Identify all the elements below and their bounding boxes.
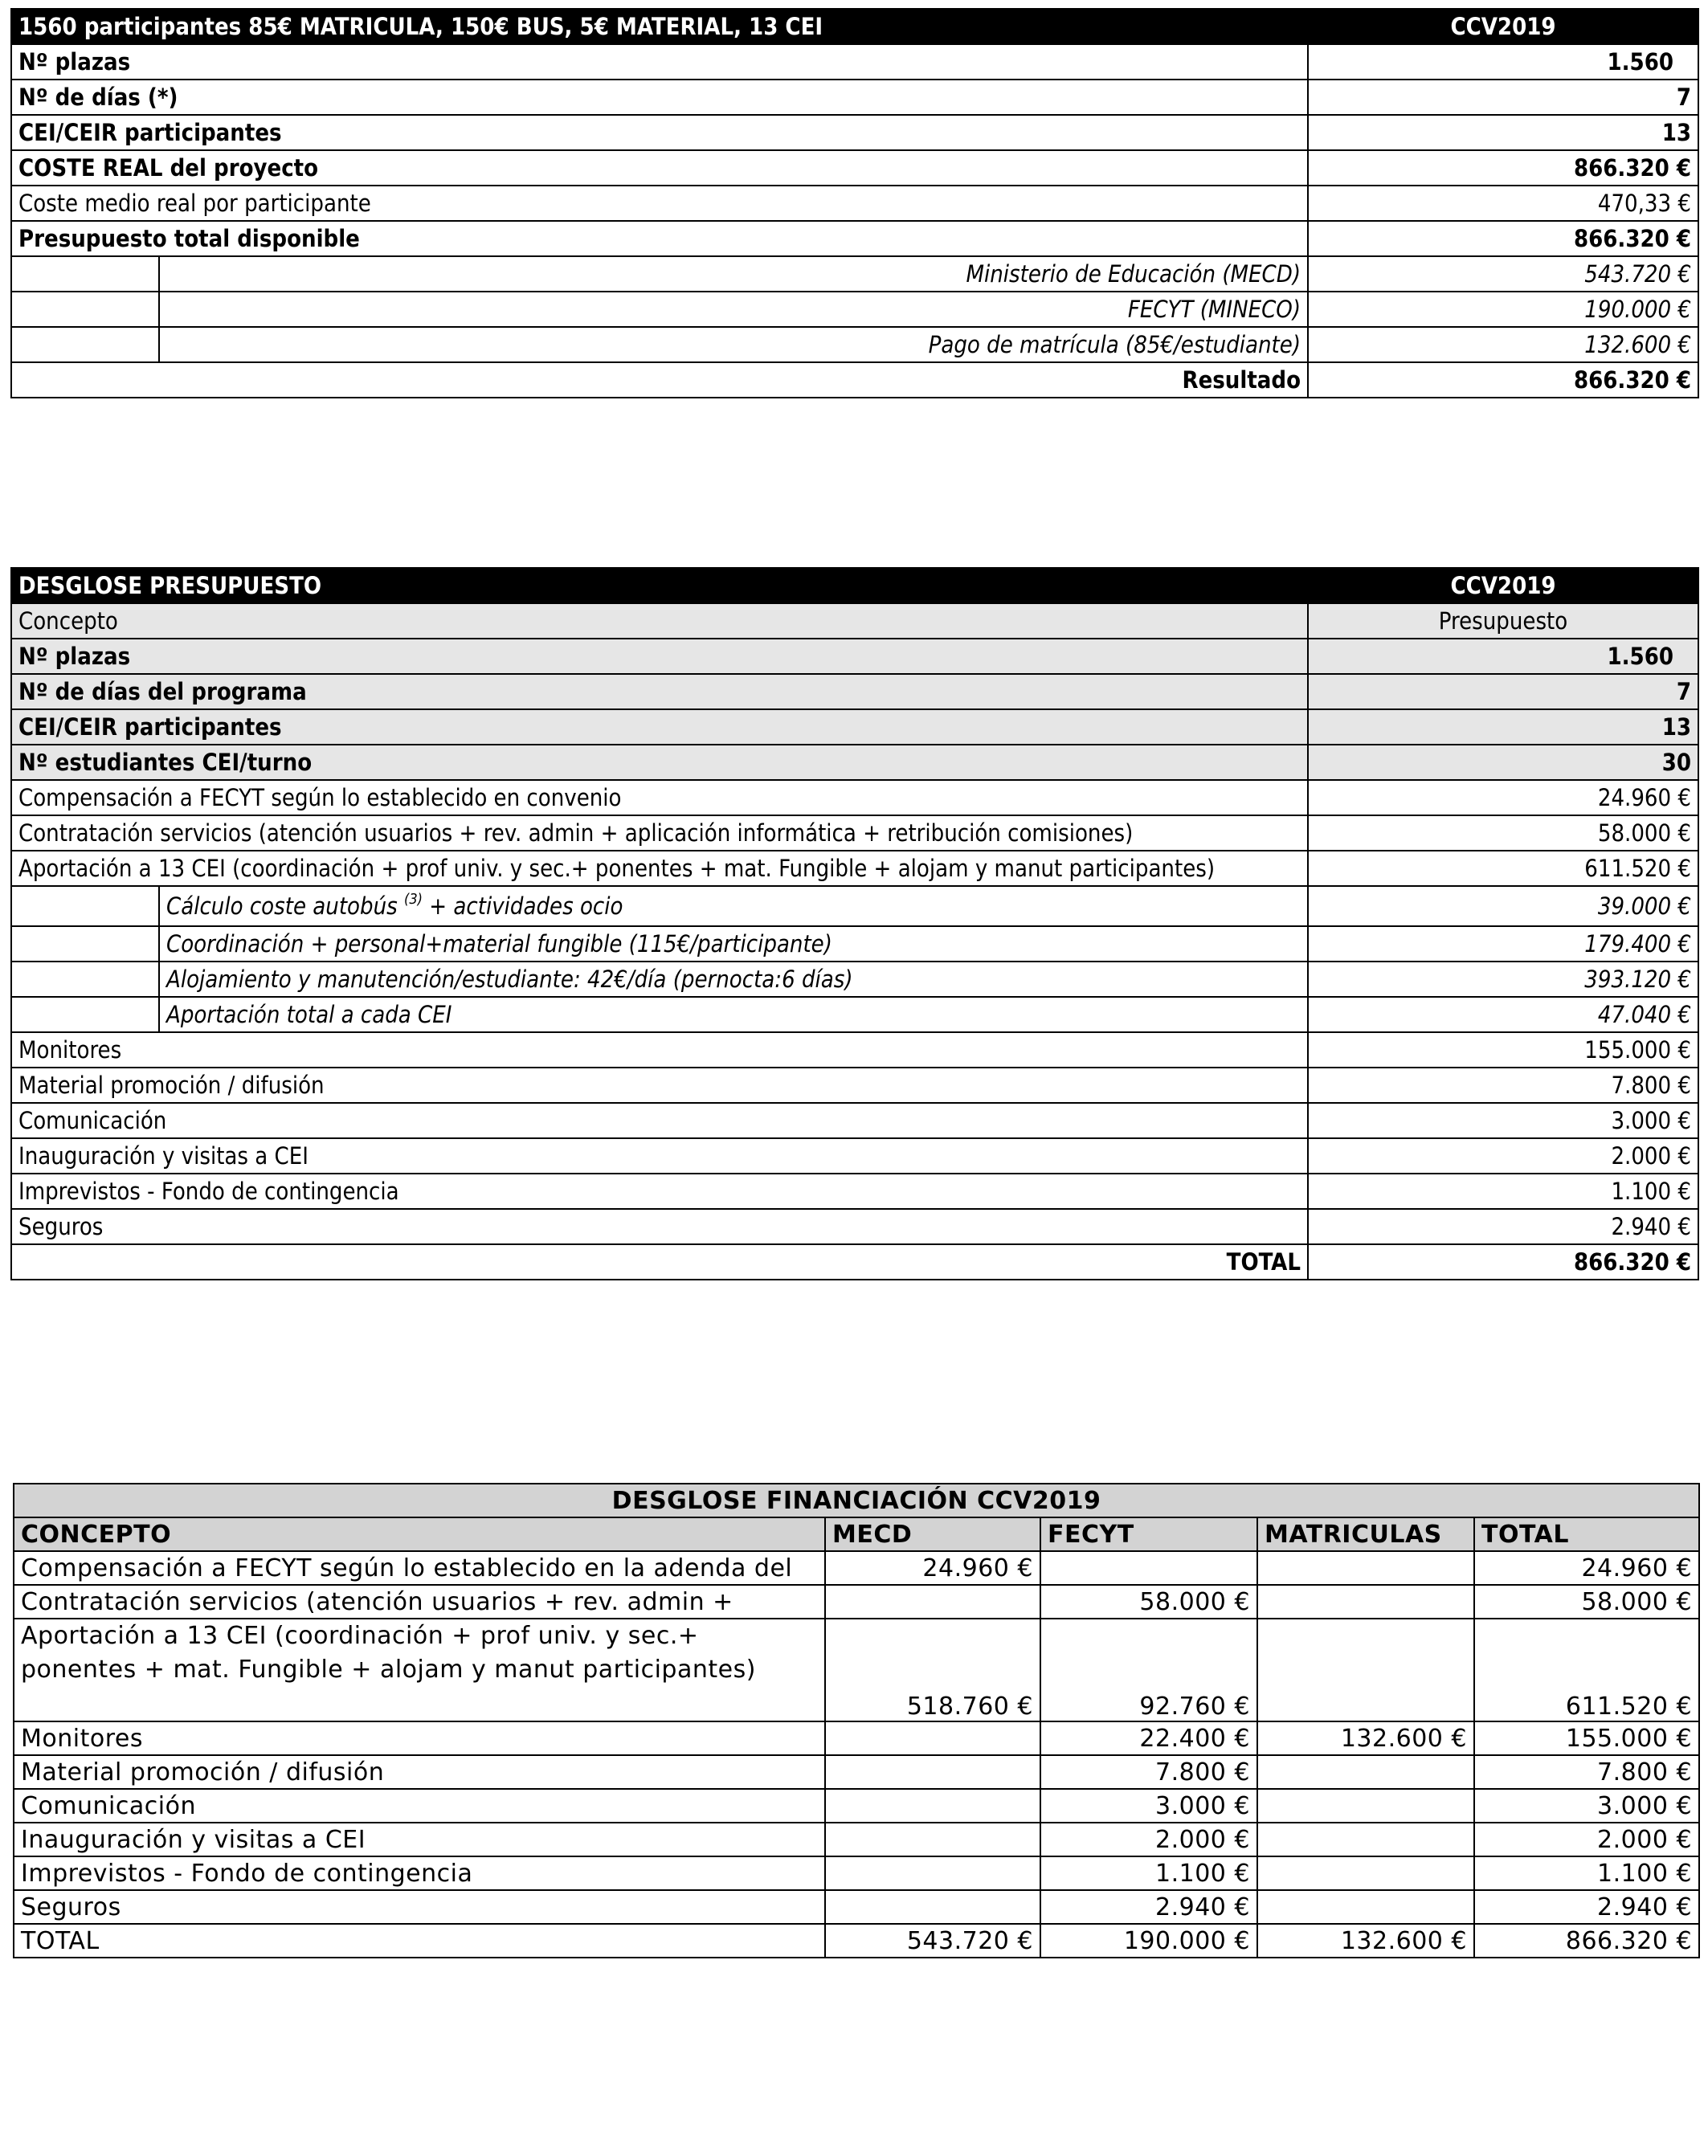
budget-stat-label: Nº plazas <box>11 639 1308 674</box>
financing-mecd <box>825 1823 1040 1856</box>
budget-subitem-value: 393.120 € <box>1308 962 1698 997</box>
financing-fecyt <box>1040 1551 1257 1585</box>
funding-source-row <box>11 327 1698 362</box>
budget-stat-row <box>11 709 1698 745</box>
financing-row <box>14 1789 1699 1823</box>
budget-item-label: Monitores <box>11 1032 1308 1068</box>
financing-row <box>14 1619 1699 1721</box>
funding-source-row <box>11 256 1698 292</box>
budget-header-row <box>11 568 1698 603</box>
funding-source-value: 190.000 € <box>1308 292 1698 327</box>
financing-row <box>14 1823 1699 1856</box>
result-label: Resultado <box>11 362 1308 398</box>
summary-header-title: 1560 participantes 85€ MATRICULA, 150€ BUS, 5€ MATERIAL, 13 CEI <box>11 9 1308 44</box>
funding-source-value: 132.600 € <box>1308 327 1698 362</box>
financing-row <box>14 1585 1699 1619</box>
financing-concept: Contratación servicios (atención usuarios + rev. admin + <box>14 1585 825 1619</box>
budget-item-label: Compensación a FECYT según lo establecido en convenio <box>11 780 1308 815</box>
budget-item-value: 24.960 € <box>1308 780 1698 815</box>
budget-stat-label: Nº de días del programa <box>11 674 1308 709</box>
budget-item-label: Seguros <box>11 1209 1308 1244</box>
summary-label: COSTE REAL del proyecto <box>11 150 1308 186</box>
financing-matriculas <box>1257 1789 1474 1823</box>
financing-table <box>13 1483 1700 1958</box>
financing-fecyt: 92.760 € <box>1040 1619 1257 1721</box>
summary-value: 7 <box>1308 80 1698 115</box>
financing-fecyt: 190.000 € <box>1040 1924 1257 1958</box>
budget-subitem-label: Alojamiento y manutención/estudiante: 42€/día (pernocta:6 días) <box>159 962 1308 997</box>
budget-subitem-value: 179.400 € <box>1308 926 1698 962</box>
financing-total: 58.000 € <box>1474 1585 1699 1619</box>
budget-item-row <box>11 1068 1698 1103</box>
summary-value: 866.320 € <box>1308 150 1698 186</box>
financing-mecd: 518.760 € <box>825 1619 1040 1721</box>
summary-row <box>11 80 1698 115</box>
summary-label: Presupuesto total disponible <box>11 221 1308 256</box>
column-budget: Presupuesto <box>1308 603 1698 639</box>
financing-mecd <box>825 1585 1040 1619</box>
budget-item-value: 611.520 € <box>1308 851 1698 886</box>
budget-total-value: 866.320 € <box>1308 1244 1698 1280</box>
summary-value: 13 <box>1308 115 1698 150</box>
financing-fecyt: 22.400 € <box>1040 1721 1257 1755</box>
indent-cell <box>11 327 159 362</box>
financing-total: 155.000 € <box>1474 1721 1699 1755</box>
budget-item-value: 2.940 € <box>1308 1209 1698 1244</box>
column-concepto: CONCEPTO <box>14 1517 825 1551</box>
indent-cell <box>11 256 159 292</box>
budget-stat-value: 1.560 <box>1308 639 1698 674</box>
financing-concept: Compensación a FECYT según lo establecido en la adenda del <box>14 1551 825 1585</box>
financing-fecyt: 58.000 € <box>1040 1585 1257 1619</box>
budget-stat-row <box>11 745 1698 780</box>
financing-fecyt: 2.000 € <box>1040 1823 1257 1856</box>
summary-value: 470,33 € <box>1308 186 1698 221</box>
budget-item-value: 58.000 € <box>1308 815 1698 851</box>
summary-label: Nº de días (*) <box>11 80 1308 115</box>
summary-label: Nº plazas <box>11 44 1308 80</box>
financing-total: 2.000 € <box>1474 1823 1699 1856</box>
summary-row <box>11 186 1698 221</box>
financing-matriculas: 132.600 € <box>1257 1924 1474 1958</box>
budget-stat-label: CEI/CEIR participantes <box>11 709 1308 745</box>
financing-matriculas <box>1257 1856 1474 1890</box>
budget-subitem-row <box>11 962 1698 997</box>
budget-item-label: Comunicación <box>11 1103 1308 1138</box>
budget-item-value: 155.000 € <box>1308 1032 1698 1068</box>
financing-matriculas <box>1257 1755 1474 1789</box>
financing-matriculas <box>1257 1823 1474 1856</box>
budget-subitem-label: Aportación total a cada CEI <box>159 997 1308 1032</box>
budget-stat-value: 7 <box>1308 674 1698 709</box>
financing-matriculas <box>1257 1551 1474 1585</box>
financing-concept: TOTAL <box>14 1924 825 1958</box>
financing-matriculas <box>1257 1619 1474 1721</box>
budget-subitem-value: 39.000 € <box>1308 886 1698 926</box>
financing-total: 3.000 € <box>1474 1789 1699 1823</box>
financing-concept: Imprevistos - Fondo de contingencia <box>14 1856 825 1890</box>
summary-row <box>11 221 1698 256</box>
financing-total: 24.960 € <box>1474 1551 1699 1585</box>
financing-fecyt: 2.940 € <box>1040 1890 1257 1924</box>
budget-item-row <box>11 851 1698 886</box>
funding-source-label: FECYT (MINECO) <box>159 292 1308 327</box>
budget-item-label: Contratación servicios (atención usuarios + rev. admin + aplicación informática + retribución comisiones) <box>11 815 1308 851</box>
budget-item-row <box>11 1138 1698 1174</box>
bus-label-a: Cálculo coste autobús <box>166 892 398 920</box>
summary-row <box>11 150 1698 186</box>
budget-item-value: 3.000 € <box>1308 1103 1698 1138</box>
financing-row <box>14 1721 1699 1755</box>
funding-source-label: Ministerio de Educación (MECD) <box>159 256 1308 292</box>
financing-row <box>14 1856 1699 1890</box>
financing-total: 2.940 € <box>1474 1890 1699 1924</box>
financing-concept: Aportación a 13 CEI (coordinación + prof univ. y sec.+ ponentes + mat. Fungible + alojam y manut participantes) <box>14 1619 825 1721</box>
summary-row <box>11 44 1698 80</box>
column-fecyt: FECYT <box>1040 1517 1257 1551</box>
column-total: TOTAL <box>1474 1517 1699 1551</box>
budget-subitem-label <box>159 886 1308 926</box>
budget-item-label: Imprevistos - Fondo de contingencia <box>11 1174 1308 1209</box>
financing-concept: Material promoción / difusión <box>14 1755 825 1789</box>
budget-item-row <box>11 780 1698 815</box>
financing-total: 7.800 € <box>1474 1755 1699 1789</box>
result-value: 866.320 € <box>1308 362 1698 398</box>
financing-mecd: 24.960 € <box>825 1551 1040 1585</box>
budget-table <box>10 567 1699 1280</box>
financing-concept: Monitores <box>14 1721 825 1755</box>
budget-total-row <box>11 1244 1698 1280</box>
summary-header-year: CCV2019 <box>1308 9 1698 44</box>
column-mecd: MECD <box>825 1517 1040 1551</box>
financing-matriculas: 132.600 € <box>1257 1721 1474 1755</box>
financing-total: 1.100 € <box>1474 1856 1699 1890</box>
budget-item-value: 1.100 € <box>1308 1174 1698 1209</box>
indent-cell <box>11 886 159 926</box>
budget-subitem-row <box>11 926 1698 962</box>
financing-concept: Seguros <box>14 1890 825 1924</box>
financing-fecyt: 7.800 € <box>1040 1755 1257 1789</box>
financing-concept: Comunicación <box>14 1789 825 1823</box>
column-matriculas: MATRICULAS <box>1257 1517 1474 1551</box>
financing-matriculas <box>1257 1890 1474 1924</box>
budget-item-row <box>11 815 1698 851</box>
budget-item-label: Material promoción / difusión <box>11 1068 1308 1103</box>
summary-label: CEI/CEIR participantes <box>11 115 1308 150</box>
budget-header-title: DESGLOSE PRESUPUESTO <box>11 568 1308 603</box>
budget-stat-value: 13 <box>1308 709 1698 745</box>
budget-stat-label: Nº estudiantes CEI/turno <box>11 745 1308 780</box>
financing-mecd <box>825 1721 1040 1755</box>
funding-source-row <box>11 292 1698 327</box>
funding-source-value: 543.720 € <box>1308 256 1698 292</box>
summary-table <box>10 8 1699 398</box>
financing-total-row <box>14 1924 1699 1958</box>
financing-mecd: 543.720 € <box>825 1924 1040 1958</box>
financing-row <box>14 1755 1699 1789</box>
budget-item-value: 7.800 € <box>1308 1068 1698 1103</box>
financing-mecd <box>825 1890 1040 1924</box>
budget-item-label: Aportación a 13 CEI (coordinación + prof univ. y sec.+ ponentes + mat. Fungible + alojam y manut participantes) <box>11 851 1308 886</box>
financing-mecd <box>825 1856 1040 1890</box>
financing-row <box>14 1551 1699 1585</box>
budget-item-row <box>11 1103 1698 1138</box>
budget-item-row <box>11 1174 1698 1209</box>
financing-column-header-row <box>14 1517 1699 1551</box>
budget-total-label: TOTAL <box>11 1244 1308 1280</box>
indent-cell <box>11 926 159 962</box>
column-concept: Concepto <box>11 603 1308 639</box>
summary-value: 1.560 <box>1308 44 1698 80</box>
budget-subitem-value: 47.040 € <box>1308 997 1698 1032</box>
footnote-mark: (3) <box>404 891 423 908</box>
financing-mecd <box>825 1755 1040 1789</box>
budget-item-label: Inauguración y visitas a CEI <box>11 1138 1308 1174</box>
financing-mecd <box>825 1789 1040 1823</box>
financing-title-row <box>14 1484 1699 1517</box>
financing-row <box>14 1890 1699 1924</box>
financing-fecyt: 3.000 € <box>1040 1789 1257 1823</box>
budget-item-row <box>11 1209 1698 1244</box>
summary-header-row <box>11 9 1698 44</box>
budget-column-header-row <box>11 603 1698 639</box>
indent-cell <box>11 292 159 327</box>
budget-stat-row <box>11 674 1698 709</box>
budget-stat-value: 30 <box>1308 745 1698 780</box>
budget-subitem-row <box>11 997 1698 1032</box>
indent-cell <box>11 962 159 997</box>
financing-concept: Inauguración y visitas a CEI <box>14 1823 825 1856</box>
summary-row <box>11 115 1698 150</box>
budget-stat-row <box>11 639 1698 674</box>
bus-label-b: + actividades ocio <box>429 892 623 920</box>
summary-value: 866.320 € <box>1308 221 1698 256</box>
budget-subitem-row <box>11 886 1698 926</box>
result-row <box>11 362 1698 398</box>
budget-header-year: CCV2019 <box>1308 568 1698 603</box>
summary-label: Coste medio real por participante <box>11 186 1308 221</box>
budget-item-value: 2.000 € <box>1308 1138 1698 1174</box>
financing-matriculas <box>1257 1585 1474 1619</box>
budget-subitem-label: Coordinación + personal+material fungible (115€/participante) <box>159 926 1308 962</box>
financing-total: 611.520 € <box>1474 1619 1699 1721</box>
budget-item-row <box>11 1032 1698 1068</box>
funding-source-label: Pago de matrícula (85€/estudiante) <box>159 327 1308 362</box>
financing-title: DESGLOSE FINANCIACIÓN CCV2019 <box>14 1484 1699 1517</box>
financing-fecyt: 1.100 € <box>1040 1856 1257 1890</box>
financing-total: 866.320 € <box>1474 1924 1699 1958</box>
indent-cell <box>11 997 159 1032</box>
